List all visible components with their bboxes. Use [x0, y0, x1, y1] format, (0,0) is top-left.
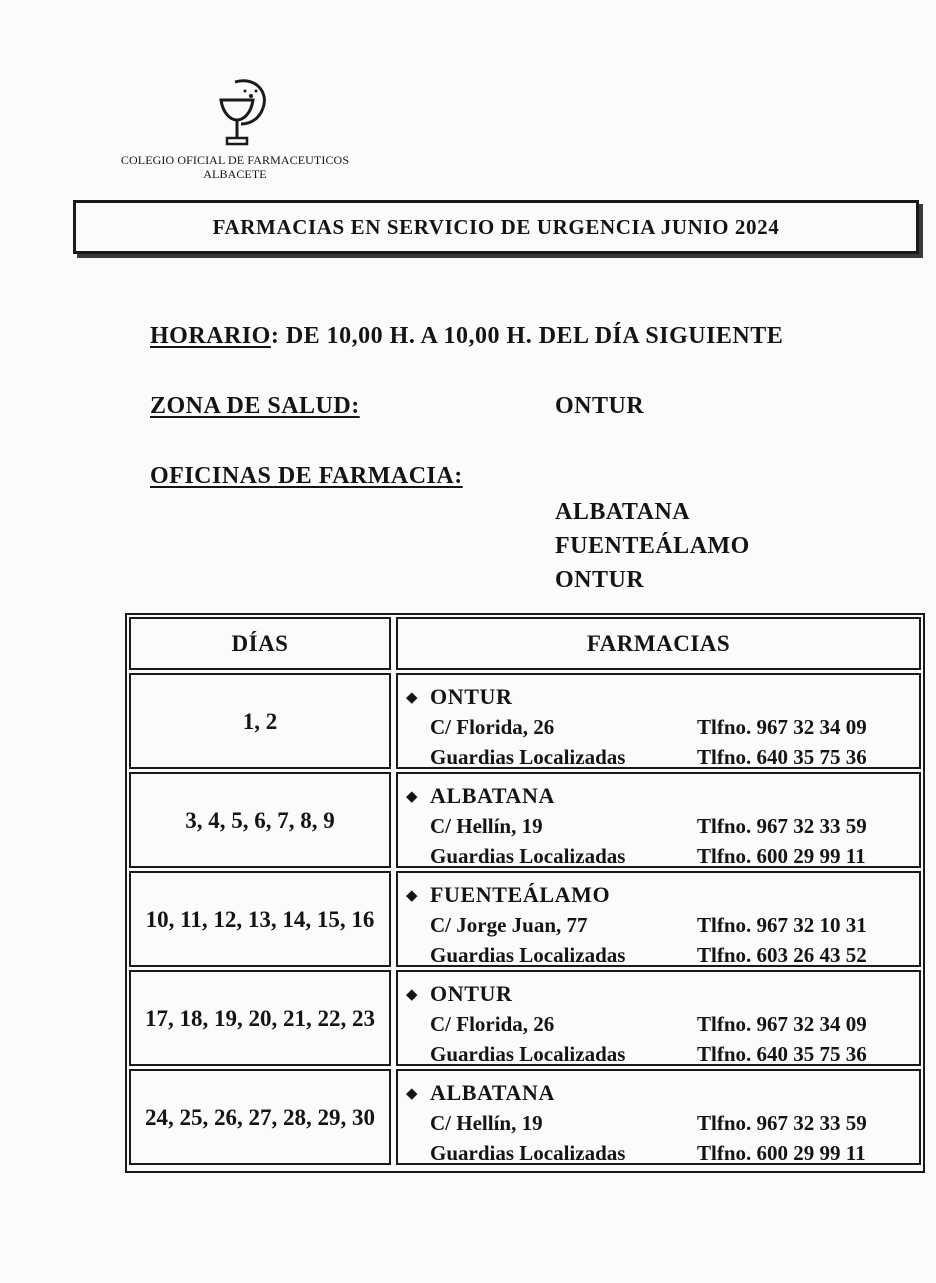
- oficina-item: ALBATANA: [555, 499, 691, 525]
- guardias-label: Guardias Localizadas: [430, 745, 626, 769]
- schedule-table: [125, 613, 925, 1173]
- dias-cell: 17, 18, 19, 20, 21, 22, 23: [129, 970, 391, 1066]
- guardias-phone: Tlfno. 600 29 99 11: [697, 1141, 866, 1165]
- dias-cell: 1, 2: [129, 673, 391, 769]
- farmacia-phone: Tlfno. 967 32 33 59: [697, 1111, 867, 1135]
- guardias-label: Guardias Localizadas: [430, 844, 626, 868]
- farmacia-phone: Tlfno. 967 32 34 09: [697, 715, 867, 739]
- organization-line-1: COLEGIO OFICIAL DE FARMACEUTICOS: [120, 153, 350, 167]
- oficinas-label: OFICINAS DE FARMACIA:: [150, 463, 463, 489]
- diamond-bullet-icon: ◆: [406, 1086, 419, 1102]
- diamond-bullet-icon: ◆: [406, 690, 419, 706]
- oficina-item: ONTUR: [555, 567, 645, 593]
- guardias-label: Guardias Localizadas: [430, 943, 626, 967]
- guardias-phone: Tlfno. 600 29 99 11: [697, 844, 866, 868]
- horario-line: [150, 323, 783, 350]
- column-header-farmacias: FARMACIAS: [396, 617, 921, 670]
- farmacia-name: ONTUR: [430, 981, 513, 1006]
- farmacia-cell: [396, 970, 921, 1066]
- farmacia-cell: [396, 1069, 921, 1165]
- farmacia-cell: [396, 673, 921, 769]
- table-row: [129, 772, 921, 868]
- dias-cell: 3, 4, 5, 6, 7, 8, 9: [129, 772, 391, 868]
- diamond-bullet-icon: ◆: [406, 987, 419, 1003]
- organization-line-2: ALBACETE: [203, 167, 267, 181]
- table-row: [129, 1069, 921, 1165]
- horario-label: HORARIO: [150, 323, 271, 349]
- guardias-phone: Tlfno. 640 35 75 36: [697, 1042, 867, 1066]
- farmacia-address: C/ Hellín, 19: [430, 814, 543, 838]
- zona-value: ONTUR: [555, 393, 645, 419]
- table-row: [129, 871, 921, 967]
- farmacia-address: C/ Florida, 26: [430, 715, 555, 739]
- oficina-item: FUENTEÁLAMO: [555, 533, 750, 559]
- farmacia-phone: Tlfno. 967 32 10 31: [697, 913, 867, 937]
- diamond-bullet-icon: ◆: [406, 888, 419, 904]
- table-row: [129, 970, 921, 1066]
- farmacia-name: FUENTEÁLAMO: [430, 882, 611, 907]
- horario-text: : DE 10,00 H. A 10,00 H. DEL DÍA SIGUIENTE: [270, 323, 784, 349]
- guardias-label: Guardias Localizadas: [430, 1042, 626, 1066]
- pharmacy-logo-icon: [205, 74, 275, 154]
- guardias-phone: Tlfno. 640 35 75 36: [697, 745, 867, 769]
- farmacia-name: ALBATANA: [430, 783, 555, 808]
- farmacia-address: C/ Hellín, 19: [430, 1111, 543, 1135]
- zona-label: ZONA DE SALUD:: [150, 393, 360, 419]
- farmacia-name: ALBATANA: [430, 1080, 555, 1105]
- farmacia-address: C/ Florida, 26: [430, 1012, 555, 1036]
- document-title: FARMACIAS EN SERVICIO DE URGENCIA JUNIO 2024: [212, 214, 780, 239]
- farmacia-cell: [396, 772, 921, 868]
- organization-name: [100, 153, 370, 181]
- farmacia-address: C/ Jorge Juan, 77: [430, 913, 588, 937]
- table-header-row: [129, 617, 921, 670]
- title-box: [73, 200, 919, 254]
- dias-cell: 24, 25, 26, 27, 28, 29, 30: [129, 1069, 391, 1165]
- guardias-label: Guardias Localizadas: [430, 1141, 626, 1165]
- farmacia-phone: Tlfno. 967 32 34 09: [697, 1012, 867, 1036]
- farmacia-name: ONTUR: [430, 684, 513, 709]
- guardias-phone: Tlfno. 603 26 43 52: [697, 943, 867, 967]
- farmacia-cell: [396, 871, 921, 967]
- oficinas-list: [555, 495, 750, 597]
- farmacia-phone: Tlfno. 967 32 33 59: [697, 814, 867, 838]
- table-row: [129, 673, 921, 769]
- column-header-dias: DÍAS: [129, 617, 391, 670]
- dias-cell: 10, 11, 12, 13, 14, 15, 16: [129, 871, 391, 967]
- diamond-bullet-icon: ◆: [406, 789, 419, 805]
